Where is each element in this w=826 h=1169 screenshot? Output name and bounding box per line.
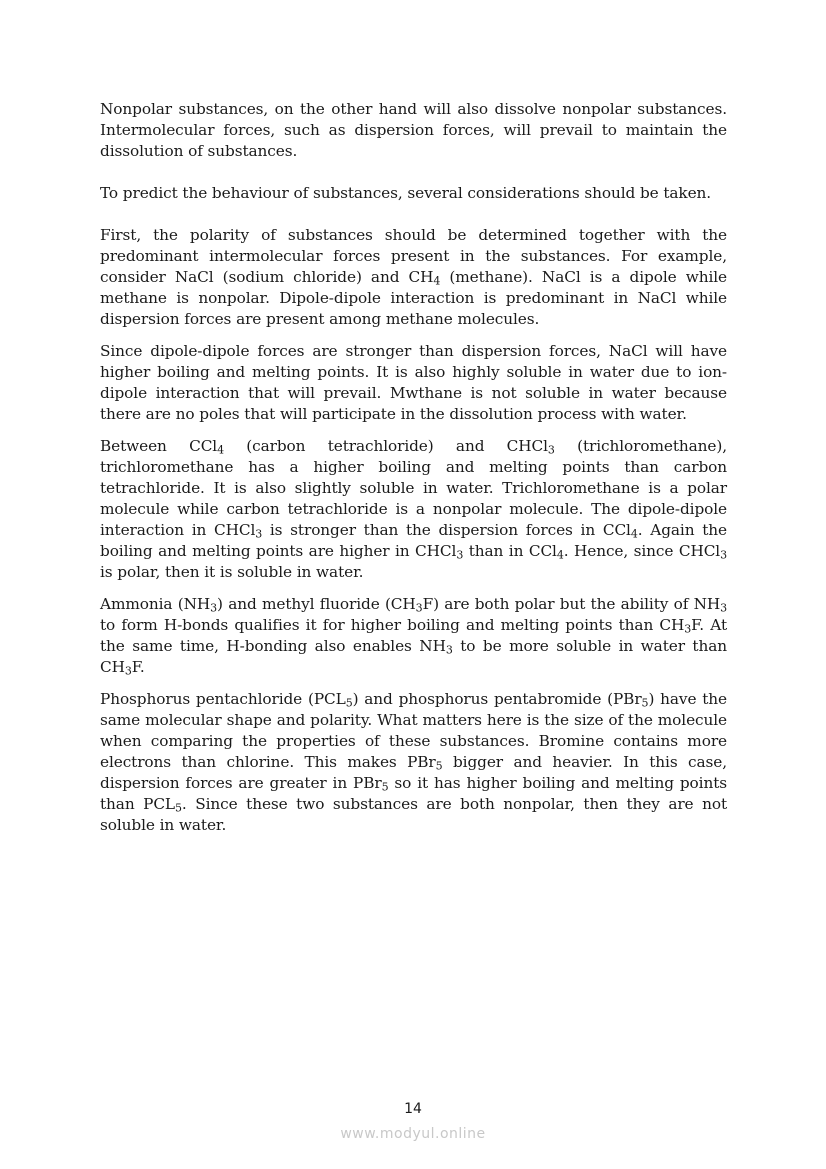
paragraph-prediction-intro — [100, 183, 727, 204]
text-run: Nonpolar substances, on the other hand will also dissolve nonpolar substances. Intermolecular forces, such as dispersion forces, will prevail to maintain the dissolution of substances. — [100, 100, 727, 160]
text-run: ) and phosphorus pentabromide (PBr — [352, 690, 642, 708]
text-run: ) have the same molecular shape and polarity. What matters here is the size of the molecule when comparing the properties of these substances. Bromine contains more electrons than chlorine. This makes PBr — [100, 690, 727, 771]
text-run: is stronger than the dispersion forces in CCl — [262, 521, 631, 539]
text-run: To predict the behaviour of substances, several considerations should be taken. — [100, 184, 712, 202]
text-run: bigger and heavier. In this case, dispersion forces are greater in PBr — [100, 753, 727, 792]
chemical-subscript: 3 — [720, 548, 728, 562]
paragraph-nonpolar-dissolution — [100, 99, 727, 162]
text-run: is polar, then it is soluble in water. — [100, 563, 364, 581]
text-run: (carbon tetrachloride) and CHCl — [224, 437, 548, 455]
text-run: so it has higher boiling and melting points than PCL — [100, 774, 728, 813]
chemical-subscript: 3 — [547, 443, 555, 457]
text-run: ) and methyl fluoride (CH — [217, 595, 416, 613]
text-run: F. — [131, 658, 145, 676]
text-run: . Again the boiling and melting points are higher in CHCl — [100, 521, 727, 560]
text-run: F) are both polar but the ability of NH — [422, 595, 721, 613]
chemical-subscript: 3 — [456, 548, 464, 562]
chemical-subscript: 5 — [435, 759, 443, 773]
chemical-subscript: 4 — [556, 548, 564, 562]
chemical-subscript: 5 — [641, 696, 649, 710]
text-run: Ammonia (NH — [100, 595, 211, 613]
paragraph-pcl5-pbr5 — [100, 689, 727, 836]
chemical-subscript: 5 — [175, 801, 182, 815]
paragraph-ccl4-chcl3 — [100, 436, 727, 583]
chemical-subscript: 3 — [415, 601, 423, 615]
chemical-subscript: 4 — [433, 274, 441, 288]
text-run: Between CCl — [100, 437, 218, 455]
chemical-subscript: 4 — [217, 443, 224, 457]
chemical-subscript: 3 — [255, 527, 263, 541]
chemical-subscript: 3 — [124, 664, 132, 678]
text-run: F. At the same time, H-bonding also enables NH — [100, 616, 727, 655]
text-run: to form H-bonds qualifies it for higher boiling and melting points than CH — [100, 616, 685, 634]
chemical-subscript: 3 — [720, 601, 727, 615]
chemical-subscript: 3 — [445, 643, 453, 657]
text-run: than in CCl — [463, 542, 557, 560]
text-run: Phosphorus pentachloride (PCL — [100, 690, 346, 708]
paragraph-nacl-methane-polarity — [100, 225, 727, 330]
watermark-text: www.modyul.online — [340, 1126, 486, 1142]
chemical-subscript: 3 — [684, 622, 692, 636]
paragraph-nacl-methane-properties — [100, 341, 727, 425]
chemical-subscript: 4 — [630, 527, 638, 541]
text-run: (trichloromethane), trichloromethane has a higher boiling and melting points than carbon tetrachloride. It is also slightly soluble in water. Trichloromethane is a polar molecule while carbon tetrachloride is a nonpolar molecule. The dipole-dipole interaction in CHCl — [100, 437, 727, 539]
page-body — [100, 99, 727, 836]
text-run: (methane). NaCl is a dipole while methane is nonpolar. Dipole-dipole interaction is predominant in NaCl while dispersion forces are present among methane molecules. — [100, 268, 727, 328]
chemical-subscript: 3 — [210, 601, 218, 615]
chemical-subscript: 5 — [345, 696, 353, 710]
text-run: Since dipole-dipole forces are stronger than dispersion forces, NaCl will have higher boiling and melting points. It is also highly soluble in water due to ion-dipole interaction that will prevail. Mwthane is not soluble in water because there are no poles that will participate in the dissolution process with water. — [100, 342, 727, 423]
chemical-subscript: 5 — [381, 780, 389, 794]
text-run: First, the polarity of substances should be determined together with the predominant intermolecular forces present in the substances. For example, consider NaCl (sodium chloride) and CH — [100, 226, 727, 286]
text-run: to be more soluble in water than CH — [100, 637, 727, 676]
page-number: 14 — [404, 1101, 422, 1117]
paragraph-ammonia-methyl-fluoride — [100, 594, 727, 678]
text-run: . Since these two substances are both nonpolar, then they are not soluble in water. — [100, 795, 727, 834]
text-run: . Hence, since CHCl — [563, 542, 721, 560]
